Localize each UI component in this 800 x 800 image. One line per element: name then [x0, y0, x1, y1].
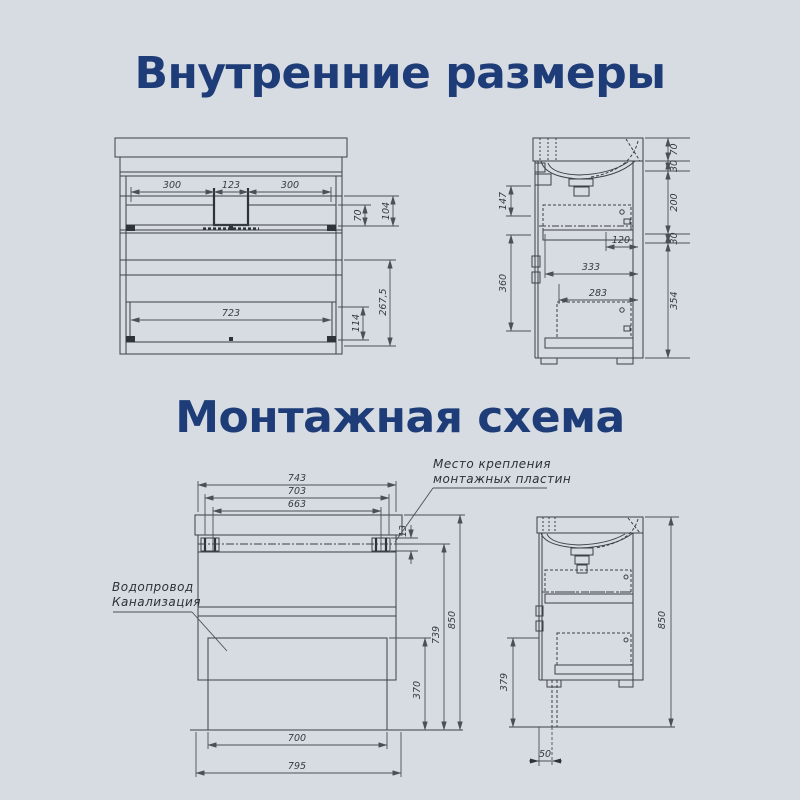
hinge-plate	[532, 256, 540, 267]
sink-cutout	[214, 188, 248, 225]
leader-lines	[113, 488, 547, 651]
drawer-clip	[327, 336, 336, 342]
mounting-side-drawing	[495, 500, 710, 800]
apron	[120, 157, 342, 176]
internal-front-drawing	[95, 130, 435, 370]
side-panel	[633, 533, 643, 680]
dim-379: 379	[499, 672, 510, 692]
dim-123: 123	[221, 180, 241, 191]
mounting-front-drawing	[95, 455, 555, 800]
dim-723: 723	[221, 308, 241, 319]
cabinet-front-outline	[115, 138, 347, 354]
slide-rail	[545, 338, 633, 348]
drain-trap	[569, 179, 593, 186]
dim-30-mid: 30	[669, 232, 680, 245]
dim-333: 333	[581, 262, 601, 273]
cabinet-body	[120, 176, 342, 354]
dim-147: 147	[498, 191, 509, 211]
foot	[617, 358, 633, 364]
mounting-front-dimensions	[196, 473, 465, 777]
foot	[541, 358, 557, 364]
plumbing-label	[112, 580, 201, 610]
plumbing-zone-hatch	[208, 638, 387, 730]
plumbing-label-line1: Водопровод	[112, 580, 194, 594]
drawer-clip	[126, 336, 135, 342]
dim-13: 13	[398, 524, 409, 538]
basin-rim-hidden-line	[591, 141, 638, 177]
mounting-plates-label-line2: монтажных пластин	[433, 472, 572, 486]
dim-795: 795	[287, 761, 307, 772]
slide-rail	[555, 665, 633, 674]
dim-104: 104	[381, 201, 392, 221]
dim-30-top: 30	[669, 159, 680, 173]
drawer-clip	[126, 225, 135, 231]
mounting-plates-label-line1: Место крепления	[433, 457, 551, 471]
plumbing-label-line2: Канализация	[112, 595, 201, 609]
washbasin-top	[533, 138, 643, 161]
countertop	[195, 515, 402, 535]
upper-drawer-hidden	[545, 570, 631, 592]
dim-360: 360	[498, 273, 509, 293]
dim-743: 743	[287, 473, 307, 484]
dim-200: 200	[669, 193, 680, 212]
drawer-clip	[327, 225, 336, 231]
lower-drawer-hidden	[557, 633, 631, 665]
internal-dimensions-title: Внутренние размеры	[134, 48, 666, 99]
dim-114: 114	[351, 313, 362, 333]
mounting-scheme-title: Монтажная схема	[175, 392, 625, 443]
dim-663: 663	[287, 499, 307, 510]
dim-370: 370	[412, 680, 423, 700]
dim-850-side: 850	[657, 610, 668, 630]
lower-drawer-hidden	[557, 302, 631, 338]
foot	[547, 680, 561, 687]
side-dimensions	[498, 138, 690, 358]
dim-50: 50	[538, 749, 552, 760]
hinge-plate	[532, 272, 540, 283]
mounting-plates-label	[433, 457, 571, 487]
cabinet-side-outline	[532, 138, 643, 364]
washbasin-top	[537, 517, 643, 533]
dim-283: 283	[588, 288, 608, 299]
dim-300-left: 300	[162, 180, 182, 191]
dim-850-front: 850	[447, 610, 458, 630]
dim-120: 120	[611, 235, 631, 246]
dim-70: 70	[353, 209, 364, 222]
dim-70-side: 70	[669, 143, 680, 156]
countertop	[115, 138, 347, 157]
cabinet-side-outline	[509, 517, 675, 727]
dim-700: 700	[287, 733, 307, 744]
plumbing-leader-line	[192, 612, 227, 651]
dim-739: 739	[431, 625, 442, 645]
dim-267-5: 267,5	[378, 288, 389, 316]
mounting-side-dimensions	[499, 517, 679, 766]
dim-703: 703	[287, 486, 307, 497]
dim-300-right: 300	[280, 180, 300, 191]
side-panel	[633, 161, 643, 358]
drain-trap	[571, 548, 593, 555]
dim-354: 354	[669, 291, 680, 310]
foot	[619, 680, 633, 687]
slide-rail	[545, 594, 633, 603]
internal-side-drawing	[483, 130, 710, 380]
